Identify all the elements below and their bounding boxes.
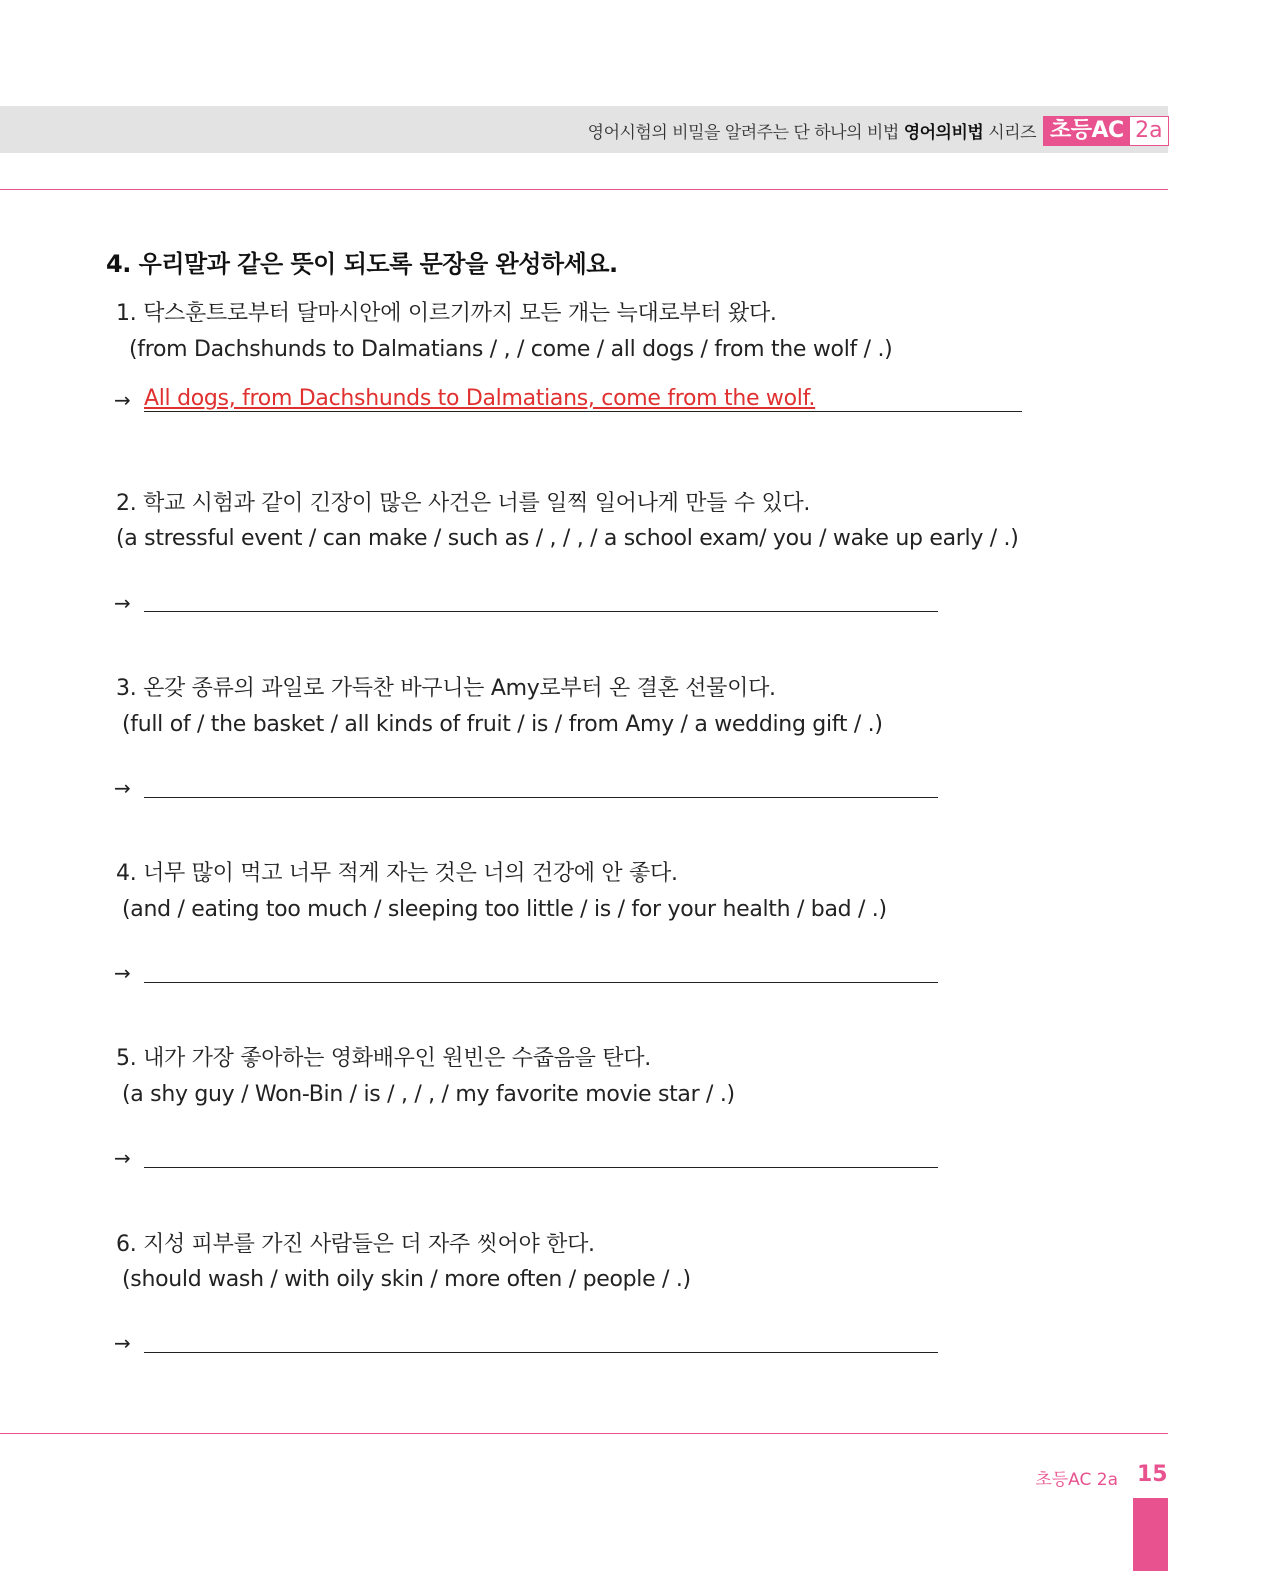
arrow-icon: →: [114, 388, 131, 412]
series-text: 영어시험의 비밀을 알려주는 단 하나의 비법: [587, 123, 899, 143]
series-bold: 영어의비법: [903, 123, 984, 143]
series-suffix: 시리즈: [988, 123, 1036, 143]
arrow-icon: →: [114, 1331, 131, 1355]
section-title: 4. 우리말과 같은 뜻이 되도록 문장을 완성하세요.: [106, 250, 618, 278]
question-6-korean: 6. 지성 피부를 가진 사람들은 더 자주 씻어야 한다.: [116, 1232, 595, 1257]
question-1-answer: All dogs, from Dachshunds to Dalmatians, come from the wolf.: [144, 386, 816, 411]
brand-sub: 2a: [1130, 117, 1168, 145]
series-title: [588, 118, 1036, 143]
question-2-english: (a stressful event / can make / such as / , / , / a school exam/ you / wake up early / .): [116, 526, 1019, 551]
question-2-answer-line[interactable]: [144, 611, 938, 612]
arrow-icon: →: [114, 961, 131, 985]
page-number: 15: [1137, 1462, 1168, 1487]
question-4-english: (and / eating too much / sleeping too little / is / for your health / bad / .): [122, 897, 887, 922]
footer-label: 초등AC 2a: [1035, 1470, 1118, 1490]
question-6-english: (should wash / with oily skin / more often / people / .): [122, 1267, 691, 1292]
brand-main: 초등AC: [1044, 117, 1130, 145]
question-1-english: (from Dachshunds to Dalmatians / , / come / all dogs / from the wolf / .): [129, 337, 893, 362]
brand-logo: [1043, 116, 1169, 146]
question-5-answer-line[interactable]: [144, 1167, 938, 1168]
arrow-icon: →: [114, 776, 131, 800]
footer-divider: [0, 1433, 1168, 1434]
arrow-icon: →: [114, 1146, 131, 1170]
question-1-korean: 1. 닥스훈트로부터 달마시안에 이르기까지 모든 개는 늑대로부터 왔다.: [116, 301, 777, 326]
question-4-korean: 4. 너무 많이 먹고 너무 적게 자는 것은 너의 건강에 안 좋다.: [116, 861, 678, 886]
question-5-korean: 5. 내가 가장 좋아하는 영화배우인 원빈은 수줍음을 탄다.: [116, 1046, 651, 1071]
question-3-korean: 3. 온갖 종류의 과일로 가득찬 바구니는 Amy로부터 온 결혼 선물이다.: [116, 676, 776, 701]
page-side-tab: [1133, 1498, 1168, 1571]
question-3-english: (full of / the basket / all kinds of fruit / is / from Amy / a wedding gift / .): [122, 712, 883, 737]
question-4-answer-line[interactable]: [144, 982, 938, 983]
question-1-answer-line: [144, 411, 1022, 412]
header-divider: [0, 189, 1168, 190]
question-2-korean: 2. 학교 시험과 같이 긴장이 많은 사건은 너를 일찍 일어나게 만들 수 있다.: [116, 491, 811, 516]
question-3-answer-line[interactable]: [144, 797, 938, 798]
question-5-english: (a shy guy / Won-Bin / is / , / , / my favorite movie star / .): [122, 1082, 735, 1107]
arrow-icon: →: [114, 591, 131, 615]
question-6-answer-line[interactable]: [144, 1352, 938, 1353]
